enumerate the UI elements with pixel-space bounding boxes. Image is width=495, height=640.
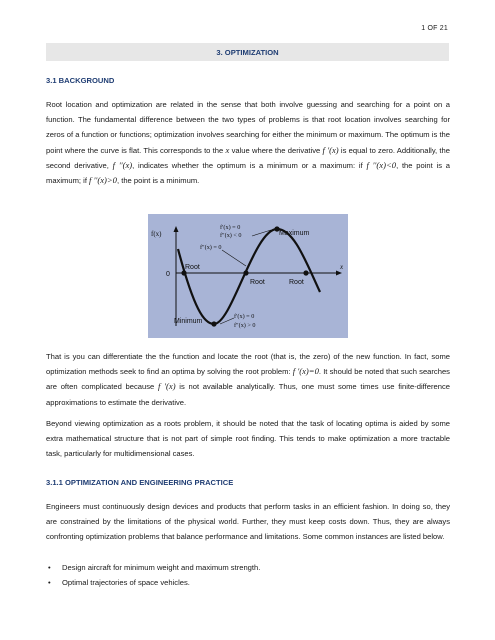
list-item [46,575,260,590]
optimization-figure [148,214,348,338]
maximum-label: Maximum [279,230,310,237]
positive-condition: f ′′(x)>0 [89,175,117,186]
second-derivative-expression: f ′′(x) [112,159,133,170]
engineering-paragraph: Engineers must continuously design devices and products that perform tasks in an efficient fashion. In doing so, they are constrained by the limitations of the physical world. Further, they must keep costs down. Thus, they are always confronting optimization problems that balance performance and limitations. Some common instances are listed below. [46,502,450,542]
root-point-left [181,270,186,275]
minimum-label: Minimum [174,318,203,325]
intro-paragraph: Root location and optimization are related in the sense that both involve guessing and searching for a point on a function. The fundamental difference between the two types of problems is that root location involves searching for zeros of a function or functions; optimization involves searching for either the minimum or maximum. The optimum is the point where the curve is flat. This corresponds to the x value where the derivative f ′(x) is equal to zero. Additionally, the second derivative, f ′′(x), indicates whether the optimum is a minimum or a maximum: if f ′′(x)<0, the point is a maximum; if f ′′(x)>0, the point is a minimum. [46,100,450,186]
negative-condition: f ′′(x)<0 [366,159,397,170]
section-heading: 3.1 BACKGROUND [46,76,115,85]
minimum-point [211,321,216,326]
x-axis-arrow-icon [336,271,342,276]
subsection-heading: 3.1.1 OPTIMIZATION AND ENGINEERING PRACTICE [46,478,234,487]
root-point-middle [243,270,248,275]
derivative-expression-2: f ′(x) [158,381,176,392]
chapter-title: 3. OPTIMIZATION [216,48,279,57]
list-item-text: Design aircraft for minimum weight and maximum strength. [62,563,261,572]
root-condition: f″(x) = 0 [200,244,222,251]
page-number: 1 OF 21 [421,25,448,32]
root-label-middle: Root [250,279,265,286]
root-callout-line [222,250,246,266]
x-symbol: x [225,144,230,155]
min-condition-second: f″(x) > 0 [234,322,256,329]
zero-label: 0 [166,271,170,278]
y-axis-arrow-icon [174,226,179,232]
min-condition-first: f′(x) = 0 [234,313,255,320]
derivative-root-paragraph: That is you can differentiate the the function and locate the root (that is, the zero) of the new function. In fact, some optimization methods seek to find an optima by solving the root problem: f ′(x)=0. It should be noted that such searches are often complicated because f ′(x) is not available analytically. Thus, one must some times use finite-difference approximations to estimate the derivative. [46,352,450,407]
chapter-header-band [46,43,449,61]
bullet-icon: • [48,578,51,588]
bullet-icon: • [48,563,51,572]
roots-view-paragraph: Beyond viewing optimization as a roots problem, it should be noted that the task of locating optima is aided by some extra mathematical structure that is not part of simple root finding. This tends to make optimization a more tractable task, particularly for multidimensional cases. [46,419,450,459]
max-condition-first: f′(x) = 0 [220,224,241,231]
max-condition-second: f″(x) < 0 [220,232,242,239]
list-item [46,560,260,575]
root-label-right: Root [289,279,304,286]
x-axis-label: x [340,263,344,271]
root-equation: f ′(x)=0 [292,366,319,377]
instances-list [46,560,260,590]
root-point-right [303,270,308,275]
root-label-left: Root [185,264,200,271]
derivative-expression: f ′(x) [322,144,339,155]
y-axis-label: f(x) [151,230,162,238]
list-item-text: Optimal trajectories of space vehicles. [62,578,190,588]
